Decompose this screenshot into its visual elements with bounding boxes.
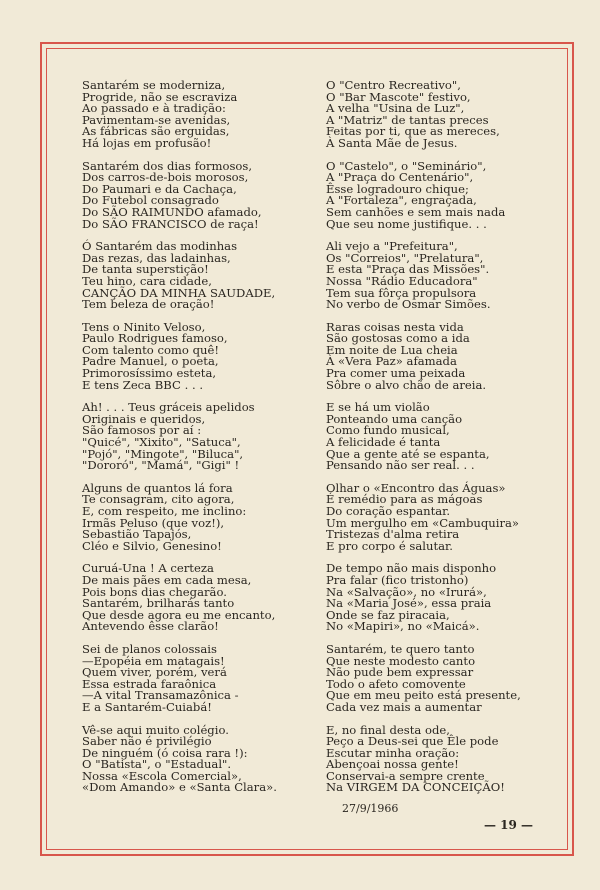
- verse-line: A "Matriz" de tantas preces: [326, 112, 489, 127]
- verse-line: Cada vez mais a aumentar: [326, 699, 482, 714]
- verse-line: Conservai-a sempre crente: [326, 768, 485, 783]
- verse-line: À Santa Mãe de Jesus.: [326, 135, 458, 150]
- right-stanza: [326, 722, 556, 795]
- verse-line: Alguns de quantos lá fora: [82, 480, 233, 495]
- verse-line: Que a gente até se espanta,: [326, 446, 490, 461]
- verse-line: Vê-se aqui muito colégio.: [82, 722, 229, 737]
- verse-line: Peço a Deus-sei que Êle pode: [326, 734, 499, 749]
- verse-line: Tem beleza de oração!: [82, 297, 215, 312]
- right-stanza: [326, 480, 556, 553]
- verse-line: Não pude bem expressar: [326, 665, 474, 680]
- verse-line: Que seu nome justifique. . .: [326, 216, 487, 231]
- verse-line: A "Praça do Centenário",: [326, 170, 474, 185]
- verse-line: Santarém se moderniza,: [82, 78, 226, 92]
- verse-line: Onde se faz piracaia,: [326, 607, 450, 622]
- verse-line: Das rezas, das ladainhas,: [82, 250, 231, 265]
- verse-line: Padre Manuel, o poeta,: [82, 354, 219, 369]
- verse-line: No «Mapiri», no «Maicá».: [326, 619, 480, 634]
- verse-line: Na «Salvação», no «Irurá»,: [326, 584, 487, 599]
- right-stanza: [326, 241, 556, 311]
- verse-line: "Pojó", "Mingote", "Biluca",: [82, 446, 244, 461]
- right-stanza: [326, 402, 556, 472]
- verse-line: Ali vejo a "Prefeitura",: [326, 239, 458, 254]
- verse-line: Originais e queridos,: [82, 411, 206, 426]
- left-stanza: [82, 241, 312, 311]
- verse-line: São famosos por aí :: [82, 423, 202, 438]
- verse-line: As fábricas são erguidas,: [82, 124, 230, 139]
- verse-line: De tempo não mais disponho: [326, 561, 497, 576]
- left-stanza: [82, 641, 312, 714]
- verse-line: E, no final desta ode,: [326, 722, 450, 737]
- verse-line: Do SÃO FRANCISCO de raça!: [82, 216, 259, 231]
- verse-line: Pra comer uma peixada: [326, 366, 466, 381]
- verse-line: Com talento como quê!: [82, 342, 220, 357]
- verse-line: E, com respeito, me inclino:: [82, 504, 247, 518]
- verse-line: Feitas por ti, que as mereces,: [326, 124, 500, 139]
- left-stanza: [82, 722, 312, 795]
- verse-line: "Dororó", "Mamá", "Gigi" !: [82, 458, 240, 473]
- verse-line: E se há um violão: [326, 400, 430, 415]
- verse-line: Ó Santarém das modinhas: [82, 239, 238, 254]
- verse-line: Progride, não se escraviza: [82, 89, 238, 104]
- verse-line: Como fundo musical,: [326, 423, 450, 438]
- left-stanza: [82, 158, 312, 231]
- verse-line: O "Batista", o "Estadual".: [82, 757, 232, 772]
- verse-line: Sem canhões e sem mais nada: [326, 204, 506, 219]
- verse-line: E tens Zeca BBC . . .: [82, 377, 204, 392]
- verse-line: Sebastião Tapajós,: [82, 527, 192, 542]
- left-stanza: [82, 480, 312, 553]
- verse-line: Te consagram, cito agora,: [82, 492, 235, 507]
- verse-line: Em noite de Lua cheia: [326, 342, 458, 357]
- verse-line: Que em meu peito está presente,: [326, 688, 521, 703]
- verse-line: Escutar minha oração:: [326, 745, 460, 760]
- left-stanza: [82, 402, 312, 472]
- verse-line: Pra falar (fico tristonho): [326, 572, 469, 587]
- verse-line: Santarém dos dias formosos,: [82, 158, 253, 173]
- verse-line: Raras coisas nesta vida: [326, 319, 464, 334]
- verse-line: —A vital Transamazônica -: [82, 688, 239, 703]
- verse-line: Essa estrada faraônica: [82, 676, 217, 691]
- right-stanza: [326, 158, 556, 231]
- verse-line: Os "Correios", "Prelatura",: [326, 250, 484, 265]
- verse-line: O "Bar Mascote" festivo,: [326, 89, 471, 104]
- verse-line: —Epopéia em matagais!: [82, 653, 225, 668]
- verse-line: Curuá-Una ! A certeza: [82, 561, 214, 576]
- verse-line: De mais pães em cada mesa,: [82, 572, 252, 587]
- verse-line: Ah! . . . Teus gráceis apelidos: [82, 400, 255, 415]
- verse-line: Do SÃO RAIMUNDO afamado,: [82, 204, 262, 219]
- verse-line: Que desde agora eu me encanto,: [82, 607, 276, 622]
- verse-line: Teu hino, cara cidade,: [82, 273, 212, 288]
- verse-line: O "Castelo", o "Seminário",: [326, 158, 487, 173]
- verse-line: Dos carros-de-bois morosos,: [82, 170, 249, 185]
- verse-line: «Dom Amando» e «Santa Clara».: [82, 780, 277, 795]
- verse-line: É remédio para as mágoas: [326, 492, 483, 507]
- verse-line: Saber não é privilégio: [82, 734, 212, 749]
- verse-line: Abençoai nossa gente!: [326, 757, 459, 772]
- verse-line: A felicidade é tanta: [326, 435, 441, 450]
- verse-line: No verbo de Osmar Simões.: [326, 297, 491, 312]
- verse-line: De ninguém (ó coisa rara !):: [82, 745, 248, 760]
- verse-line: E esta "Praça das Missões".: [326, 262, 490, 277]
- verse-line: Do Futebol consagrado: [82, 193, 219, 208]
- verse-line: A velha "Usina de Luz",: [326, 101, 465, 116]
- verse-line: Antevendo êsse clarão!: [82, 619, 219, 634]
- verse-line: Irmãs Peluso (que voz!),: [82, 515, 225, 530]
- verse-line: Tristezas d'alma retira: [326, 527, 460, 542]
- verse-line: Do Paumari e da Cachaça,: [82, 181, 237, 196]
- verse-line: À «Vera Paz» afamada: [326, 354, 457, 369]
- verse-line: "Quicé", "Xixito", "Satuca",: [82, 435, 241, 450]
- verse-line: O "Centro Recreativo",: [326, 78, 461, 92]
- verse-line: Pavimentam-se avenidas,: [82, 112, 231, 127]
- verse-line: De tanta superstição!: [82, 262, 209, 277]
- right-stanza: [326, 563, 556, 633]
- verse-line: Pois bons dias chegarão.: [82, 584, 227, 599]
- right-stanza: [326, 319, 556, 392]
- verse-line: Ponteando uma canção: [326, 411, 463, 426]
- verse-line: Cléo e Silvio, Genesino!: [82, 538, 222, 553]
- verse-line: CANÇÃO DA MINHA SAUDADE,: [82, 285, 276, 300]
- verse-line: Todo o afeto comovente: [326, 676, 466, 691]
- verse-line: Sei de planos colossais: [82, 641, 217, 656]
- verse-line: Ao passado e à tradição:: [82, 101, 226, 116]
- verse-line: Na «Maria José», essa praia: [326, 596, 492, 611]
- verse-line: São gostosas como a ida: [326, 331, 470, 346]
- verse-line: Há lojas em profusão!: [82, 135, 212, 150]
- left-stanza: [82, 563, 312, 633]
- right-stanza: [326, 641, 556, 714]
- verse-line: Primorosíssimo esteta,: [82, 366, 217, 381]
- verse-line: Do coração espantar.: [326, 504, 451, 518]
- verse-line: Um mergulho em «Cambuquira»: [326, 515, 520, 530]
- poem-date: 27/9/1966: [342, 802, 399, 815]
- left-stanza: [82, 319, 312, 392]
- verse-line: Paulo Rodrigues famoso,: [82, 331, 228, 346]
- verse-line: Nossa "Rádio Educadora": [326, 273, 478, 288]
- right-column: [326, 80, 556, 794]
- left-stanza: [82, 80, 312, 150]
- right-stanza: [326, 80, 556, 150]
- verse-line: Olhar o «Encontro das Águas»: [326, 480, 506, 495]
- verse-line: Tens o Ninito Veloso,: [82, 319, 206, 334]
- verse-line: Que neste modesto canto: [326, 653, 476, 668]
- left-column: [82, 80, 312, 794]
- verse-line: A "Fortaleza", engraçada,: [326, 193, 477, 208]
- verse-line: Tem sua fôrça propulsora: [326, 285, 477, 300]
- verse-line: Na VIRGEM DA CONCEIÇÃO!: [326, 780, 505, 795]
- verse-line: Quem viver, porém, verá: [82, 665, 227, 680]
- verse-line: E a Santarém-Cuiabá!: [82, 699, 212, 714]
- page-number: — 19 —: [484, 818, 534, 832]
- verse-line: Santarém, te quero tanto: [326, 641, 475, 656]
- verse-line: Sôbre o alvo chão de areia.: [326, 377, 487, 392]
- verse-line: E pro corpo é salutar.: [326, 538, 453, 553]
- verse-line: Nossa «Escola Comercial»,: [82, 768, 242, 783]
- verse-line: Santarém, brilharás tanto: [82, 596, 235, 611]
- verse-line: Pensando não ser real. . .: [326, 458, 475, 473]
- verse-line: Êsse logradouro chique;: [326, 181, 469, 196]
